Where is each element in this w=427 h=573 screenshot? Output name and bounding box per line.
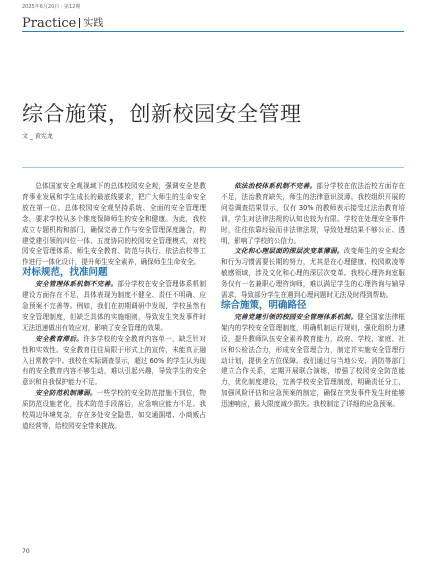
paragraph	[22, 279, 206, 334]
paragraph	[221, 246, 405, 301]
byline: 文 _ 黄宪龙	[22, 133, 53, 140]
column-right	[221, 181, 405, 410]
section-heading: 对标规范，找准问题	[22, 267, 108, 279]
column-name-en: Practice	[22, 16, 77, 31]
column-name	[22, 14, 103, 31]
paragraph-lead: 依法治校体系机制不完善。	[234, 182, 317, 190]
article-title: 综合施策，创新校园安全管理	[22, 102, 302, 126]
page-number: 70	[22, 548, 30, 555]
column-divider	[79, 18, 80, 28]
paragraph-text: 部分学校在依法治校方面存在不足，法治教育缺失，师生的法律意识淡薄。我校组织开展的问卷调查结果显示，仅有 30% 的教师表示接受过法治教育培训，学生对法律法规的认知也较为有限。学校在处理安全事件时，往往依靠经验而非法律法规，导致处理结果不够公正、透明，影响了学校的公信力。	[221, 182, 405, 245]
paragraph	[22, 388, 206, 432]
paragraph-text: 部分学校在安全管理体系机制建设方面存在不足，具体表现为制度不健全、责任不明确、应急预案不完善等。例如，我们在初期调研中发现，学校虽然有安全管理制度，但缺乏具体的实施细则，导致发生突发事件时无法迅速做出有效应对，影响了安全管理的效果。	[22, 280, 206, 332]
paragraph-text: 改变师生的安全观念和行为习惯需要长期的努力，尤其是在心理健康、校园欺凌等敏感领域，涉及文化和心理的深层次变革。我校心理咨询室服务仅有一名兼职心理咨询师，难以满足学生的心理咨询与辅导需求，导致部分学生在遇到心理问题时无法及时得到帮助。	[221, 247, 406, 300]
paragraph-lead: 安全防范机制薄弱。	[35, 389, 97, 398]
issue-date: 2025年6月20日 · 第12期	[22, 4, 81, 10]
paragraph-lead: 完善党建引领的校园安全管理体系机制。	[234, 312, 358, 321]
intro-paragraph: 总体国家安全观视域下的总体校园安全观，强调安全是教育事业发展和学生成长的最底线要求，把广大师生的生命安全放在第一位。总体校园安全观坚持系统、全面的安全管理理念，要求学校从多个维度保障师生的安全和健康。为此，我校成立专题机构和部门，确保完善工作与安全管理深度融合，构建党建引领的四位一体、五度协同的校园安全管理模式，对校园安全管理体系、师生安全教育、防范与执行、依法治校等工作进行一体化设计，提升师生安全素养，确保师生生命安全。	[22, 182, 206, 267]
paragraph	[221, 312, 405, 410]
paragraph-lead: 文化和心理层面的深层次变革薄弱。	[234, 247, 344, 256]
paragraph-text: 许多学校的安全教育内容单一，缺乏针对性和实效性。安全教育往往局限于形式上的宣传，未能真正融入日常教学中。我校在实际调查显示，超过 60% 的学生认为现有的安全教育内容不够生动，难以引起兴趣，导致学生的安全意识和自我保护能力不足。	[22, 334, 207, 387]
paragraph-lead: 安全教育滞后。	[35, 334, 84, 343]
header-rule	[22, 31, 404, 32]
paragraph	[22, 334, 206, 389]
paragraph-text: 健全国家法律框架内的学校安全管理制度，明确机制运行规则，强化组织力建设，提升教师队伍安全素养教育能力，政府、学校、家庭、社区和公检法合力，形成安全管理合力，制定并实施安全管理行动计划，提供全方位保障。我们通过与当地公安、消防等部门建立合作关系，定期开展联合演练，增强了校园安全防范能力，优化制度建设，完善学校安全管理制度，明确责任分工，加强风险评估和应急预案的制定，确保在突发事件发生时能够迅速响应，最大限度减少损失。我校制定了详细的应急预案。	[221, 312, 406, 409]
column-left	[22, 181, 206, 432]
column-name-cn: 实践	[83, 18, 104, 29]
section-heading: 综合施策，明确路径	[221, 299, 307, 311]
paragraph-lead: 安全管理体系机制不完善。	[35, 280, 118, 289]
section-rule	[22, 167, 404, 168]
paragraph	[221, 181, 405, 246]
paragraph-text: 一些学校的安全防范措施不到位，物质防范设施老化，技术防范手段落后，应急响应能力不足。我校周边环境复杂，存在多处安全隐患，如交通拥堵、小商贩占道经营等，给校园安全带来挑战。	[22, 389, 207, 430]
